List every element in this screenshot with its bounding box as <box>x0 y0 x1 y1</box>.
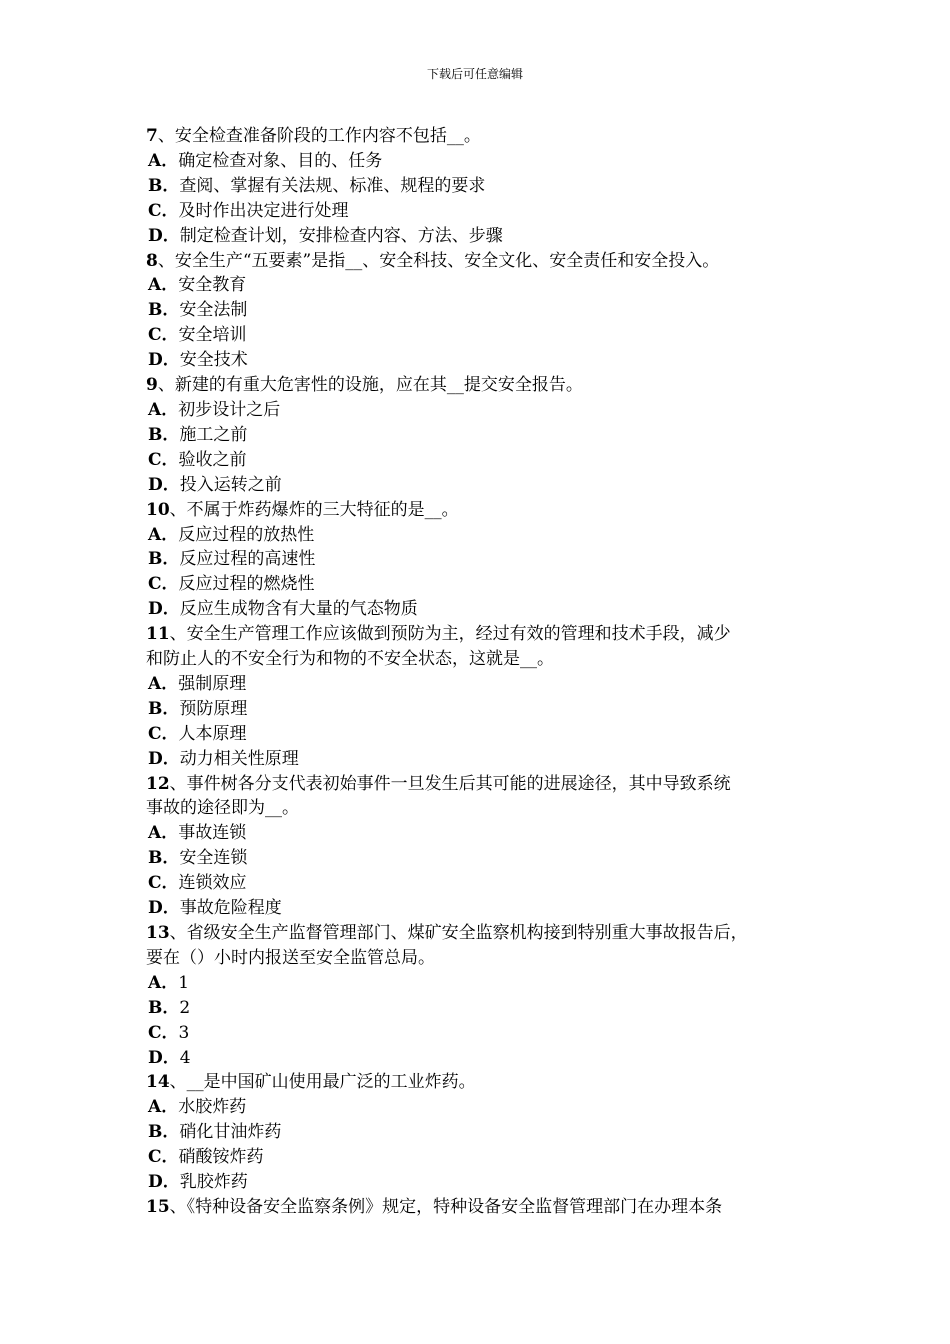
question-number: 12 <box>146 773 170 794</box>
question-stem: 、《特种设备安全监察条例》规定，特种设备安全监督管理部门在办理本条 <box>169 1196 723 1217</box>
answer-option: A．安全教育 <box>148 275 247 296</box>
answer-option: D．制定检查计划，安排检查内容、方法、步骤 <box>148 225 503 246</box>
question-text <box>146 124 826 149</box>
question-number: 13 <box>146 923 170 943</box>
option-letter: D <box>148 898 163 919</box>
question-stem: 、__是中国矿山使用最广泛的工业炸药。 <box>169 1072 476 1093</box>
option-text: 预防原理 <box>179 698 248 719</box>
option-letter: C <box>148 574 162 595</box>
option-text: 安全教育 <box>178 275 247 296</box>
option-letter: A <box>148 399 162 420</box>
question-number: 9 <box>146 375 158 396</box>
option-letter: D <box>148 748 163 769</box>
option-letter: B <box>148 549 163 570</box>
answer-option: C．3 <box>148 1022 190 1043</box>
option-text: 3 <box>178 1022 190 1043</box>
option-letter: A <box>148 524 162 545</box>
option-text: 强制原理 <box>178 673 247 694</box>
option-letter: C <box>148 873 162 894</box>
question-number: 8 <box>146 250 158 271</box>
answer-option: C．安全培训 <box>148 325 247 346</box>
answer-option: B．2 <box>148 997 191 1018</box>
answer-option: C．及时作出决定进行处理 <box>148 200 349 221</box>
question-stem: 要在（）小时内报送至安全监管总局。 <box>146 947 435 968</box>
option-letter: A <box>148 673 162 694</box>
answer-option: C．连锁效应 <box>148 873 247 894</box>
answer-option: D．动力相关性原理 <box>148 748 299 769</box>
answer-option: B．安全法制 <box>148 300 248 321</box>
question-number: 14 <box>146 1072 170 1093</box>
option-letter: B <box>148 1122 163 1143</box>
question-number: 11 <box>146 624 170 645</box>
answer-option: A．1 <box>148 972 190 993</box>
question-text <box>146 622 826 647</box>
question-stem: 、安全生产管理工作应该做到预防为主，经过有效的管理和技术手段，减少 <box>169 624 731 645</box>
option-text: 制定检查计划，安排检查内容、方法、步骤 <box>179 225 503 246</box>
answer-option: D．乳胶炸药 <box>148 1172 248 1193</box>
question-list <box>146 124 826 1220</box>
question-text <box>146 946 826 971</box>
option-text: 硝化甘油炸药 <box>179 1122 282 1143</box>
option-letter: B <box>148 698 163 719</box>
option-letter: A <box>148 972 162 993</box>
answer-option: B．预防原理 <box>148 698 248 719</box>
question-text <box>146 796 826 821</box>
answer-option: C．硝酸铵炸药 <box>148 1147 264 1168</box>
option-text: 及时作出决定进行处理 <box>178 200 349 221</box>
option-letter: D <box>148 474 163 495</box>
option-letter: A <box>148 1097 162 1118</box>
option-letter: B <box>148 997 163 1018</box>
option-text: 硝酸铵炸药 <box>178 1147 264 1168</box>
question-stem: 、安全检查准备阶段的工作内容不包括__。 <box>157 126 481 146</box>
answer-option: B．反应过程的高速性 <box>148 549 316 570</box>
option-text: 安全连锁 <box>179 848 248 869</box>
option-letter: C <box>148 200 162 221</box>
option-letter: D <box>148 599 163 620</box>
option-letter: D <box>148 350 163 371</box>
page-header: 下载后可任意编辑 <box>426 67 523 81</box>
option-letter: A <box>148 823 162 844</box>
question-stem: 、新建的有重大危害性的设施，应在其__提交安全报告。 <box>157 375 583 396</box>
option-text: 施工之前 <box>179 424 248 445</box>
question-text <box>146 1070 826 1095</box>
answer-option: D．事故危险程度 <box>148 898 282 919</box>
question-stem: 、安全生产“五要素”是指__、安全科技、安全文化、安全责任和安全投入。 <box>157 250 720 271</box>
option-letter: C <box>148 325 162 346</box>
question-stem: 、不属于炸药爆炸的三大特征的是__。 <box>169 499 459 520</box>
option-text: 投入运转之前 <box>179 474 282 495</box>
option-text: 水胶炸药 <box>178 1097 247 1118</box>
option-text: 2 <box>179 997 191 1018</box>
question-stem: 、事件树各分支代表初始事件一旦发生后其可能的进展途径，其中导致系统 <box>169 773 731 794</box>
option-text: 确定检查对象、目的、任务 <box>178 150 383 171</box>
answer-option: A．事故连锁 <box>148 823 247 844</box>
answer-option: B．查阅、掌握有关法规、标准、规程的要求 <box>148 175 486 196</box>
answer-option: C．反应过程的燃烧性 <box>148 574 315 595</box>
option-letter: C <box>148 1147 162 1168</box>
answer-option: D．投入运转之前 <box>148 474 282 495</box>
option-letter: D <box>148 1172 163 1193</box>
option-text: 安全培训 <box>178 325 247 346</box>
option-text: 安全技术 <box>179 350 248 371</box>
option-text: 反应过程的放热性 <box>178 524 315 545</box>
option-letter: B <box>148 848 163 869</box>
answer-option: D．反应生成物含有大量的气态物质 <box>148 599 418 620</box>
question-number: 15 <box>146 1196 170 1217</box>
question-text <box>146 647 826 672</box>
answer-option: A．强制原理 <box>148 673 247 694</box>
question-text <box>146 1195 826 1220</box>
option-letter: C <box>148 449 162 470</box>
answer-option: D．安全技术 <box>148 350 248 371</box>
option-letter: D <box>148 225 163 246</box>
option-text: 事故连锁 <box>178 823 247 844</box>
option-text: 初步设计之后 <box>178 399 281 420</box>
option-text: 查阅、掌握有关法规、标准、规程的要求 <box>179 175 486 196</box>
question-text <box>146 373 826 398</box>
question-number: 10 <box>146 499 170 520</box>
question-text <box>146 249 826 274</box>
option-text: 安全法制 <box>179 300 248 321</box>
answer-option: D．4 <box>148 1047 191 1068</box>
option-letter: B <box>148 424 163 445</box>
question-stem: 、省级安全生产监督管理部门、煤矿安全监察机构接到特别重大事故报告后， <box>169 923 748 943</box>
answer-option: C．验收之前 <box>148 449 247 470</box>
answer-option: A．反应过程的放热性 <box>148 524 315 545</box>
option-letter: D <box>148 1047 163 1068</box>
question-number: 7 <box>146 126 158 146</box>
option-letter: A <box>148 150 162 171</box>
answer-option: B．施工之前 <box>148 424 248 445</box>
answer-option: B．安全连锁 <box>148 848 248 869</box>
option-letter: C <box>148 1022 162 1043</box>
option-text: 4 <box>179 1047 191 1068</box>
option-letter: B <box>148 175 163 196</box>
answer-option: C．人本原理 <box>148 723 247 744</box>
question-text <box>146 921 826 946</box>
answer-option: B．硝化甘油炸药 <box>148 1122 282 1143</box>
answer-option: A．初步设计之后 <box>148 399 281 420</box>
answer-option: A．水胶炸药 <box>148 1097 247 1118</box>
question-text <box>146 498 826 523</box>
option-text: 动力相关性原理 <box>179 748 299 769</box>
option-text: 验收之前 <box>178 449 247 470</box>
option-letter: C <box>148 723 162 744</box>
option-text: 人本原理 <box>178 723 247 744</box>
option-text: 乳胶炸药 <box>179 1172 248 1193</box>
option-letter: A <box>148 275 162 296</box>
option-text: 1 <box>178 972 190 993</box>
question-text <box>146 772 826 797</box>
option-text: 反应过程的高速性 <box>179 549 316 570</box>
option-text: 反应过程的燃烧性 <box>178 574 315 595</box>
option-text: 事故危险程度 <box>179 898 282 919</box>
question-stem: 事故的途径即为__。 <box>146 798 299 819</box>
answer-option: A．确定检查对象、目的、任务 <box>148 150 383 171</box>
option-text: 连锁效应 <box>178 873 247 894</box>
option-letter: B <box>148 300 163 321</box>
question-stem: 和防止人的不安全行为和物的不安全状态，这就是__。 <box>146 649 554 670</box>
option-text: 反应生成物含有大量的气态物质 <box>179 599 418 620</box>
